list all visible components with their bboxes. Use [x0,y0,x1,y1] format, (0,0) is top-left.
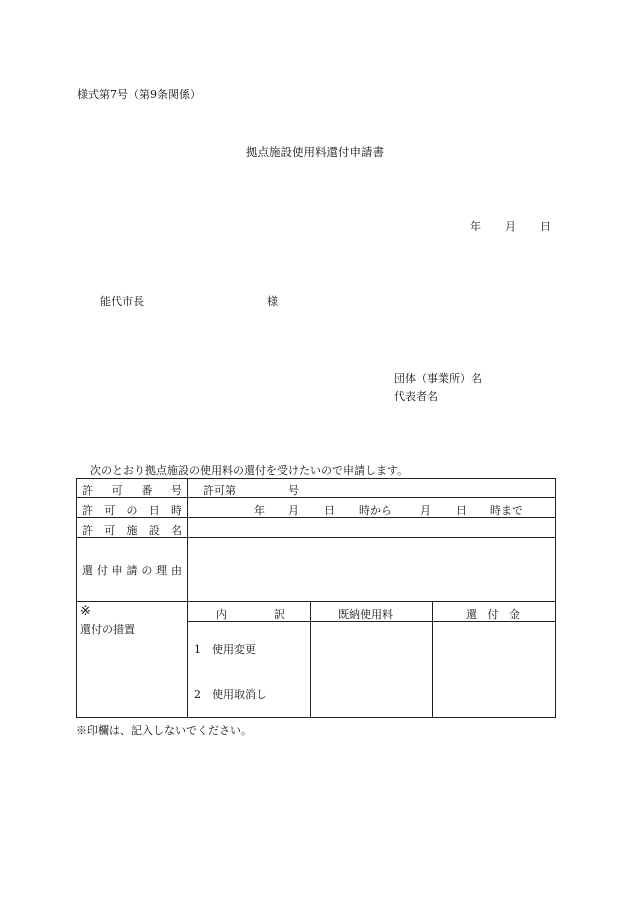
refund-measure-label: 還付の措置 [80,623,135,636]
label-char: 名 [171,524,182,537]
office-use-mark: ※ [80,604,91,619]
date-day: 日 [540,220,551,233]
col-refund-header [466,606,520,622]
label-char: 日 [148,504,160,517]
form-number: 様式第7号（第9条関係） [77,88,201,101]
header-char: 金 [509,608,520,621]
breakdown-item-usage-cancel: 2 使用取消し [194,688,267,701]
date-field-from: 時から [359,504,392,517]
label-char: 申 [111,564,123,577]
label-char: の [141,564,153,577]
label-char: 可 [104,524,116,537]
intro-text: 次のとおり拠点施設の使用料の還付を受けたいので申請します。 [90,464,409,477]
date-field-day: 日 [324,504,335,517]
footnote: ※印欄は、記入しないでください。 [76,724,252,737]
label-char: 由 [170,564,182,577]
org-name-label: 団体（事業所）名 [394,372,482,385]
breakdown-item-usage-change: 1 使用変更 [194,643,256,656]
date-month: 月 [505,220,516,233]
label-char: 時 [171,504,182,517]
date-field-month-end: 月 [420,504,431,517]
date-field-day-end: 日 [456,504,467,517]
document-title: 拠点施設使用料還付申請書 [246,145,384,159]
label-char: 理 [156,564,168,577]
date-field-month: 月 [288,504,299,517]
permit-number-label [82,482,182,498]
header-char: 還 [466,608,477,621]
label-char: 許 [82,524,93,537]
col-paid-fee-header: 既納使用料 [338,608,393,621]
date-year: 年 [470,220,481,233]
permit-number-prefix: 許可第 [203,484,236,497]
label-char: 施 [126,524,138,537]
label-char: 付 [96,564,108,577]
col-breakdown-char2: 訳 [274,608,285,621]
date-field-until: 時まで [490,504,523,517]
label-char: 設 [148,524,160,537]
addressee-name: 能代市長 [100,295,144,308]
facility-name-label [82,522,182,538]
label-char: 還 [82,564,93,577]
label-char: 可 [111,484,123,497]
label-char: 許 [82,484,93,497]
col-breakdown-char1: 内 [216,608,227,621]
label-char: 許 [82,504,93,517]
label-char: 可 [104,504,116,517]
label-char: 号 [170,484,182,497]
permit-date-label [82,502,182,518]
label-char: 請 [126,564,138,577]
representative-label: 代表者名 [394,390,438,403]
addressee-honorific: 様 [267,295,278,308]
date-field-year: 年 [254,504,265,517]
reason-label [82,562,182,578]
application-table [76,478,556,718]
header-char: 付 [487,608,499,621]
label-char: 番 [141,484,153,497]
label-char: の [126,504,138,517]
permit-number-suffix: 号 [288,484,299,497]
